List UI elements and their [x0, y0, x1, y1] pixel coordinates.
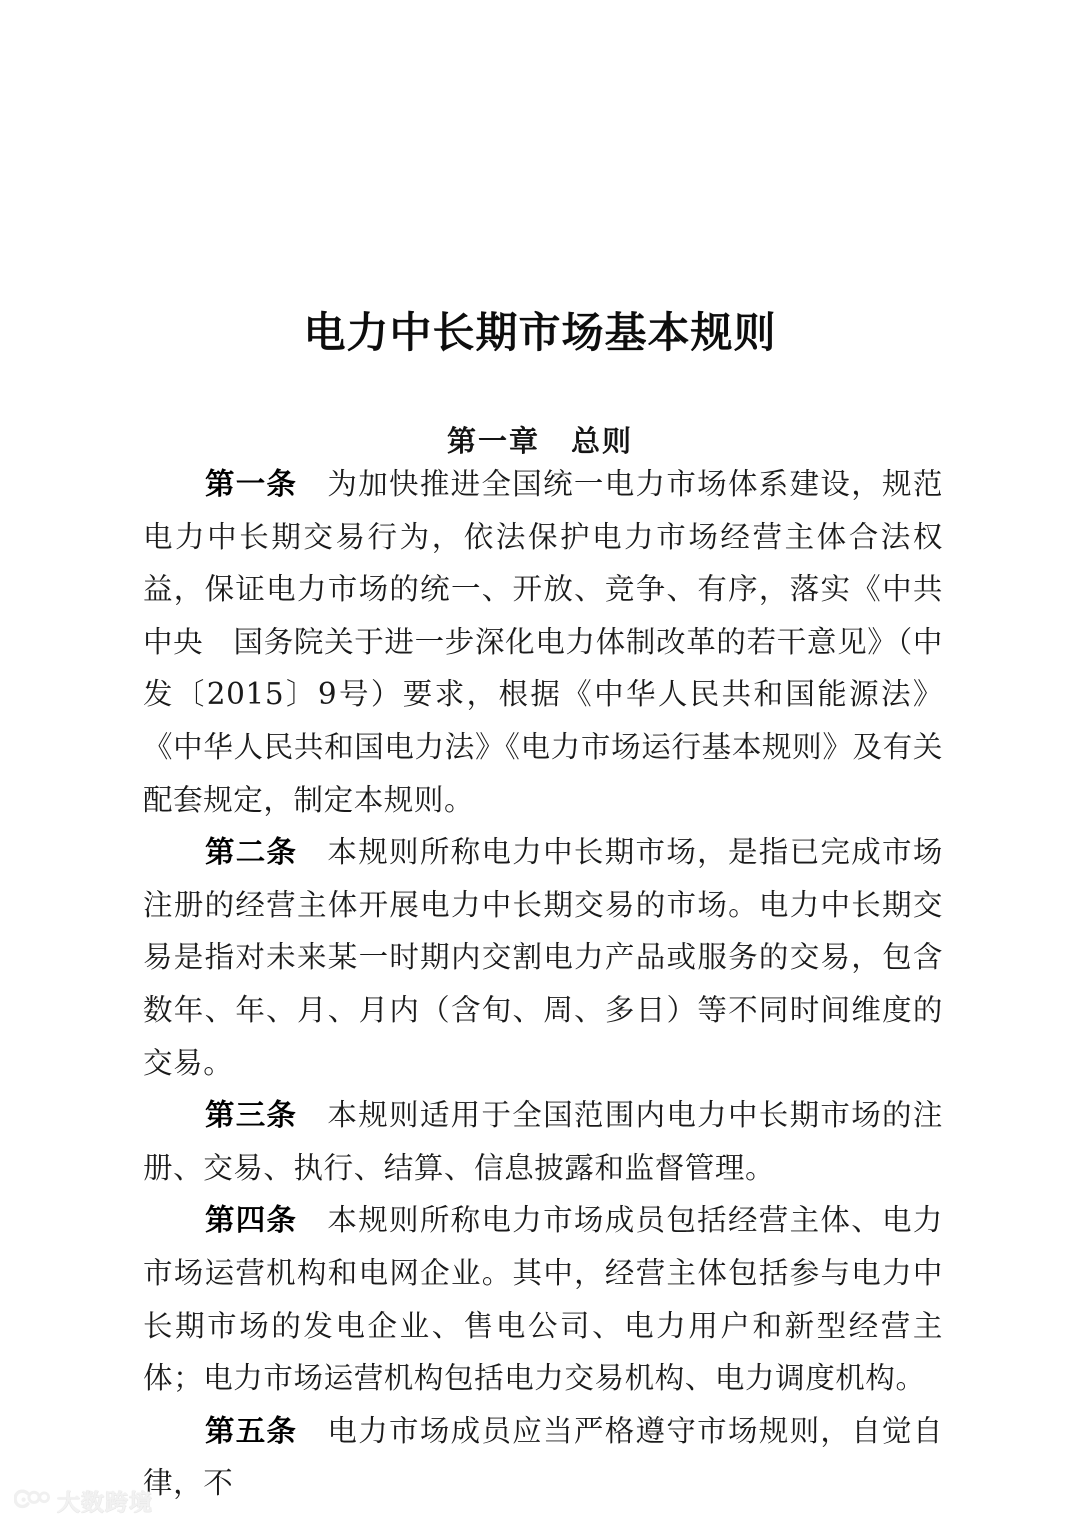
watermark — [14, 1485, 153, 1519]
article-label: 第二条 — [205, 834, 298, 870]
article-label: 第三条 — [205, 1097, 298, 1133]
article-text: 本规则所称电力市场成员包括经营主体、电力市场运营机构和电网企业。其中，经营主体包括参与电力中长期市场的发电企业、售电公司、电力用户和新型经营主体；电力市场运营机构包括电力交易机构、电力调度机构。 — [143, 1203, 943, 1396]
article-paragraph — [143, 458, 943, 826]
article-text: 电力市场成员应当严格遵守市场规则，自觉自律，不 — [143, 1413, 943, 1501]
article-label: 第四条 — [205, 1202, 298, 1238]
article-text: 本规则适用于全国范围内电力中长期市场的注册、交易、执行、结算、信息披露和监督管理。 — [143, 1098, 943, 1185]
article-paragraph — [143, 1194, 943, 1404]
page-title: 电力中长期市场基本规则 — [303, 308, 777, 358]
document-body — [143, 458, 943, 1510]
article-paragraph — [143, 826, 943, 1089]
article-text: 为加快推进全国统一电力市场体系建设，规范电力中长期交易行为，依法保护电力市场经营主体合法权益，保证电力市场的统一、开放、竞争、有序，落实《中共中央 国务院关于进一步深化电力体制改革的若干意见》（中发〔2015〕9号）要求，根据《中华人民共和国能源法》《中华人民共和国电力法》《电力市场运行基本规则》及有关配套规定，制定本规则。 — [143, 467, 943, 817]
article-text: 本规则所称电力中长期市场，是指已完成市场注册的经营主体开展电力中长期交易的市场。电力中长期交易是指对未来某一时期内交割电力产品或服务的交易，包含数年、年、月、月内（含旬、周、多日）等不同时间维度的交易。 — [143, 835, 943, 1080]
article-label: 第一条 — [205, 466, 298, 501]
article-paragraph — [143, 1405, 943, 1510]
dashu-logo-icon — [14, 1489, 50, 1515]
article-label: 第五条 — [205, 1412, 298, 1448]
chapter-heading: 第一章 总则 — [446, 426, 633, 459]
article-paragraph — [143, 1089, 943, 1194]
watermark-text: 大数跨境 — [57, 1489, 153, 1515]
